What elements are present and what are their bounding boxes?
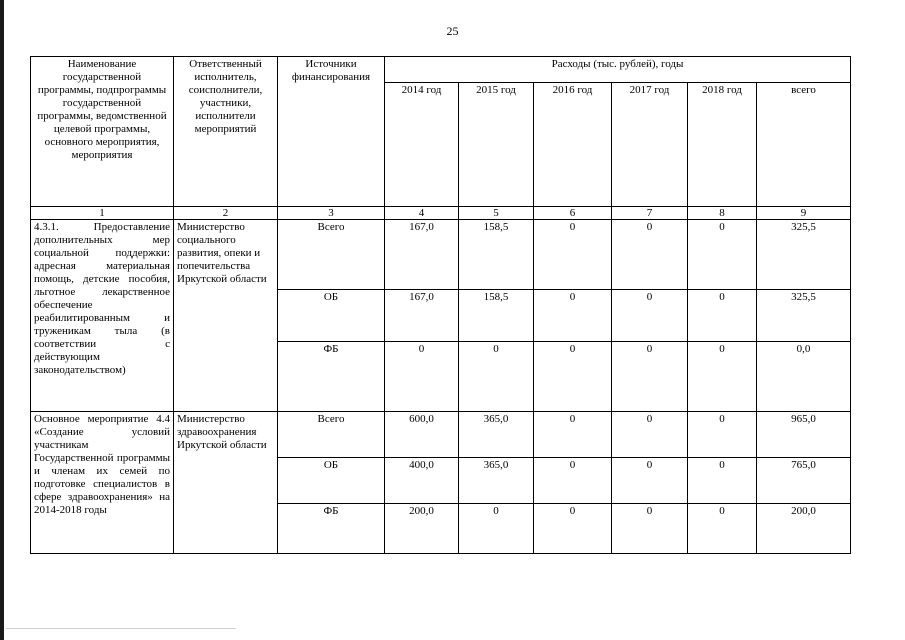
- value-cell: 0: [612, 504, 688, 554]
- header-year: 2018 год: [688, 83, 757, 207]
- value-cell: 0: [534, 220, 612, 290]
- value-cell: 365,0: [459, 458, 534, 504]
- funding-source: ОБ: [278, 290, 385, 342]
- value-cell: 158,5: [459, 290, 534, 342]
- total-cell: 765,0: [757, 458, 851, 504]
- column-number: 9: [757, 207, 851, 220]
- value-cell: 0: [688, 412, 757, 458]
- funding-source: ФБ: [278, 504, 385, 554]
- column-number: 4: [385, 207, 459, 220]
- header-year: 2017 год: [612, 83, 688, 207]
- value-cell: 0: [534, 504, 612, 554]
- value-cell: 167,0: [385, 220, 459, 290]
- column-number: 7: [612, 207, 688, 220]
- funding-source: Всего: [278, 220, 385, 290]
- executor-name: Министерство социального развития, опеки и попечительства Иркутской области: [174, 220, 278, 412]
- activity-name: Основное мероприятие 4.4 «Создание условий участникам Государственной программы и членам их семей по подготовке специалистов в сфере здравоохранения» на 2014-2018 годы: [31, 412, 174, 554]
- value-cell: 0: [688, 504, 757, 554]
- total-cell: 325,5: [757, 220, 851, 290]
- budget-table: [30, 56, 851, 554]
- header-expenses: Расходы (тыс. рублей), годы: [385, 57, 851, 83]
- value-cell: 0: [534, 458, 612, 504]
- header-executor: Ответственный исполнитель, соисполнители, участники, исполнители мероприятий: [174, 57, 278, 207]
- executor-name: Министерство здравоохранения Иркутской области: [174, 412, 278, 554]
- total-cell: 965,0: [757, 412, 851, 458]
- value-cell: 0: [534, 412, 612, 458]
- value-cell: 0: [612, 458, 688, 504]
- page-number: 25: [446, 24, 459, 38]
- value-cell: 0: [688, 220, 757, 290]
- funding-source: ОБ: [278, 458, 385, 504]
- header-total: всего: [757, 83, 851, 207]
- activity-name: 4.3.1. Предоставление дополнительных мер социальной поддержки: адресная материальная помощь, детские пособия, льготное лекарственное обеспечение реабилитированным и труженикам тыла (в соответствии с действующим законодательством): [31, 220, 174, 412]
- scan-artifact-line: [6, 628, 236, 629]
- value-cell: 400,0: [385, 458, 459, 504]
- column-number: 1: [31, 207, 174, 220]
- column-number: 6: [534, 207, 612, 220]
- column-number: 5: [459, 207, 534, 220]
- table-row: [31, 412, 851, 458]
- value-cell: 0: [459, 342, 534, 412]
- column-number: 8: [688, 207, 757, 220]
- header-year: 2014 год: [385, 83, 459, 207]
- total-cell: 200,0: [757, 504, 851, 554]
- value-cell: 0: [688, 290, 757, 342]
- column-number-row: [31, 207, 851, 220]
- column-number: 3: [278, 207, 385, 220]
- header-year: 2015 год: [459, 83, 534, 207]
- value-cell: 200,0: [385, 504, 459, 554]
- scan-left-edge: [0, 0, 4, 640]
- value-cell: 365,0: [459, 412, 534, 458]
- value-cell: 0: [385, 342, 459, 412]
- value-cell: 600,0: [385, 412, 459, 458]
- header-sources: Источники финансирования: [278, 57, 385, 207]
- value-cell: 0: [534, 342, 612, 412]
- header-year: 2016 год: [534, 83, 612, 207]
- total-cell: 325,5: [757, 290, 851, 342]
- value-cell: 0: [612, 290, 688, 342]
- value-cell: 0: [688, 342, 757, 412]
- header-name: Наименование государственной программы, подпрограммы государственной программы, ведомственной целевой программы, основного мероприятия, мероприятия: [31, 57, 174, 207]
- value-cell: 0: [459, 504, 534, 554]
- table-row: [31, 220, 851, 290]
- value-cell: 167,0: [385, 290, 459, 342]
- total-cell: 0,0: [757, 342, 851, 412]
- funding-source: ФБ: [278, 342, 385, 412]
- value-cell: 0: [612, 342, 688, 412]
- column-number: 2: [174, 207, 278, 220]
- value-cell: 0: [688, 458, 757, 504]
- funding-source: Всего: [278, 412, 385, 458]
- value-cell: 0: [612, 220, 688, 290]
- value-cell: 0: [534, 290, 612, 342]
- value-cell: 0: [612, 412, 688, 458]
- value-cell: 158,5: [459, 220, 534, 290]
